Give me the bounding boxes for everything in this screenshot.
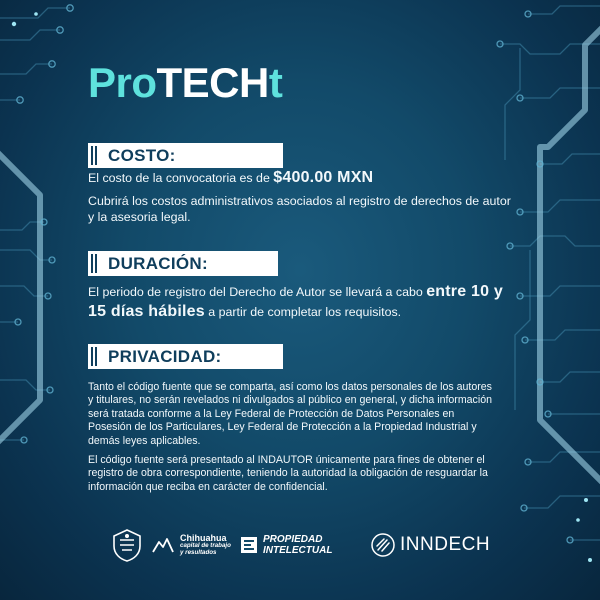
heading-marker-icon: [88, 251, 100, 276]
costo-amount: $400.00 MXN: [273, 169, 374, 186]
propiedad-intelectual-text: [263, 534, 332, 556]
costo-line1: [88, 170, 518, 186]
chihuahua-tagline-1: capital de trabajo: [180, 541, 231, 549]
logo-part-pro: Pro: [88, 59, 157, 106]
costo-line2: Cubrirá los costos administrativos asociados al registro de derechos de autor y la asesoria legal.: [88, 194, 511, 224]
inndech-rocket-icon: [370, 532, 396, 558]
propiedad-intelectual-icon: [240, 536, 258, 554]
privacidad-paragraph-2: El código fuente será presentado al INDAUTOR únicamente para fines de obtener el registro de obra correspondiente, teniendo la autoridad la obligación de resguardar la información que reciba en carácter de confidencial.: [88, 454, 488, 493]
duracion-highlight: entre 10 y 15 días hábiles: [88, 283, 503, 320]
costo-heading: [88, 143, 283, 168]
inndech-logo: [370, 532, 490, 558]
mountain-logo-icon: [152, 534, 174, 556]
propiedad-intelectual-logo: [240, 534, 332, 556]
propiedad-line-2: INTELECTUAL: [263, 545, 333, 556]
chihuahua-text: [180, 532, 231, 556]
coat-of-arms-icon: [110, 528, 144, 562]
heading-marker-icon: [88, 143, 100, 168]
duracion-suffix: a partir de completar los requisitos.: [204, 305, 402, 319]
costo-heading-label: COSTO:: [108, 145, 176, 165]
chihuahua-name: Chihuahua: [180, 532, 227, 543]
privacidad-paragraph-1: Tanto el código fuente que se comparta, así como los datos personales de los autores y titulares, no serán revelados ni divulgados al público en general, y dicha información será tratada conforme a la Ley Federal de Protección de Datos Personales en Posesión de los Particulares, Ley Federal de Protección a la Propiedad Industrial y demás leyes aplicables.: [88, 381, 492, 447]
logo-part-t: t: [268, 59, 283, 106]
duracion-text: [88, 282, 513, 322]
protecht-logo: [88, 59, 283, 106]
duracion-prefix: El periodo de registro del Derecho de Autor se llevará a cabo: [88, 285, 427, 299]
costo-line1-prefix: El costo de la convocatoria es de: [88, 171, 274, 185]
footer-logos: [0, 520, 600, 570]
propiedad-line-1: PROPIEDAD: [263, 534, 323, 545]
inndech-text: INNDECH: [400, 534, 491, 555]
logo-part-h: H: [239, 59, 269, 106]
duracion-heading: [88, 251, 278, 276]
chihuahua-logo: [110, 528, 231, 562]
logo-part-tec: TEC: [156, 59, 240, 106]
chihuahua-tagline-2: y resultados: [180, 548, 217, 556]
privacidad-heading-label: PRIVACIDAD:: [108, 346, 222, 366]
duracion-heading-label: DURACIÓN:: [108, 253, 208, 273]
heading-marker-icon: [88, 344, 100, 369]
privacidad-heading: [88, 344, 283, 369]
